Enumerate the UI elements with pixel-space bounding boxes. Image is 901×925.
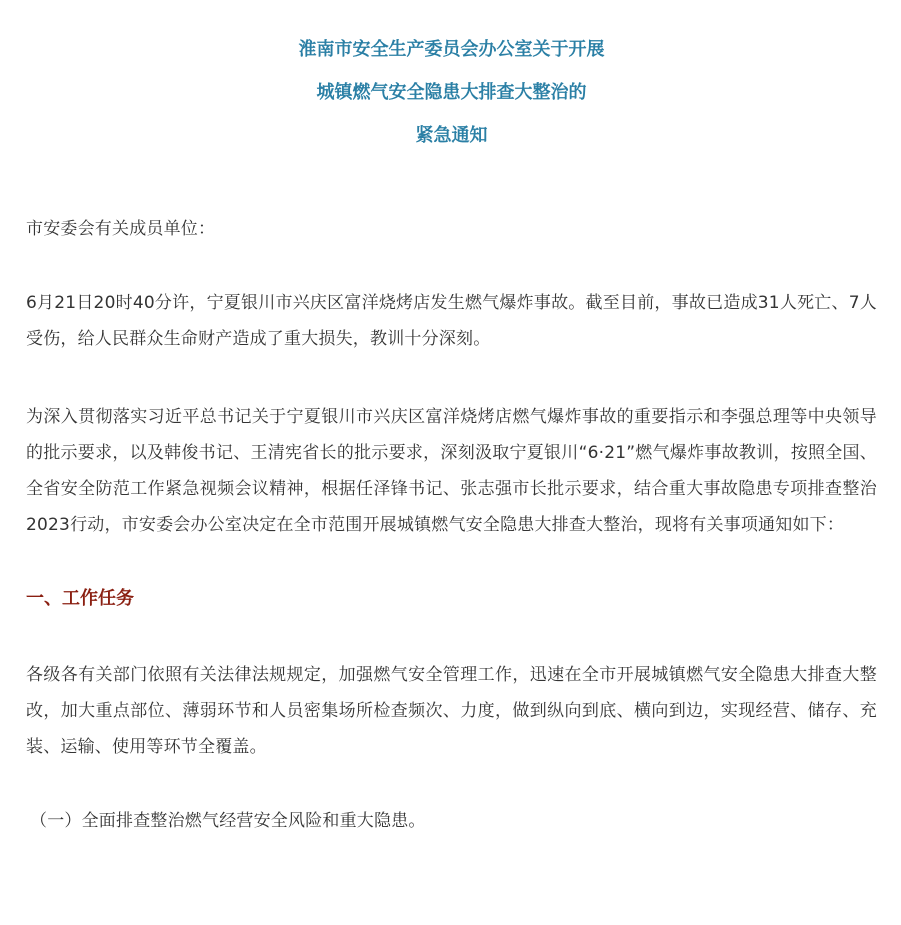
paragraph-incident: 6月21日20时40分许，宁夏银川市兴庆区富洋烧烤店发生燃气爆炸事故。截至目前，事故已造成31人死亡、7人受伤，给人民群众生命财产造成了重大损失，教训十分深刻。 — [26, 293, 877, 349]
paragraph-tasks: 各级各有关部门依照有关法律法规规定，加强燃气安全管理工作，迅速在全市开展城镇燃气安全隐患大排查大整改，加大重点部位、薄弱环节和人员密集场所检查频次、力度，做到纵向到底、横向到边，实现经营、储存、充装、运输、使用等环节全覆盖。 — [26, 665, 877, 757]
paragraph-directive: 为深入贯彻落实习近平总书记关于宁夏银川市兴庆区富洋烧烤店燃气爆炸事故的重要指示和李强总理等中央领导的批示要求，以及韩俊书记、王清宪省长的批示要求，深刻汲取宁夏银川“6·21”燃气爆炸事故教训，按照全国、全省安全防范工作紧急视频会议精神，根据任泽锋书记、张志强市长批示要求，结合重大事故隐患专项排查整治2023行动，市安委会办公室决定在全市范围开展城镇燃气安全隐患大排查大整治，现将有关事项通知如下： — [26, 407, 877, 535]
title-line-2: 城镇燃气安全隐患大排查大整治的 — [316, 82, 587, 103]
title-line-1: 淮南市安全生产委员会办公室关于开展 — [298, 39, 605, 60]
section-heading-tasks: 一、工作任务 — [26, 588, 134, 609]
title-line-3: 紧急通知 — [415, 125, 488, 146]
salutation: 市安委会有关成员单位： — [26, 219, 216, 239]
subsection-heading: （一）全面排查整治燃气经营安全风险和重大隐患。 — [30, 811, 426, 831]
document-title — [26, 0, 877, 157]
